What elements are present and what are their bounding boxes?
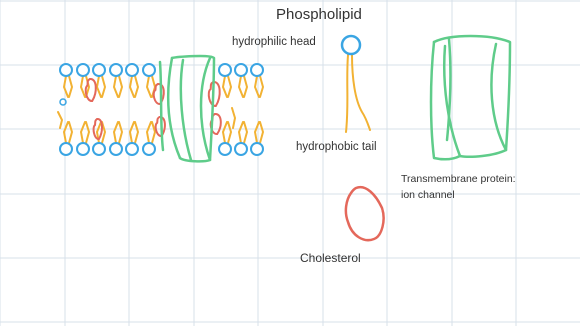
phosphate-head — [219, 64, 231, 76]
fatty-acid-tail — [255, 76, 263, 97]
phosphate-head — [93, 64, 105, 76]
fatty-acid-tail — [81, 122, 89, 143]
phosphate-head — [93, 143, 105, 155]
cholesterol-molecule — [346, 187, 384, 240]
phosphate-head — [219, 143, 231, 155]
phosphate-head — [251, 143, 263, 155]
fatty-acid-tail — [114, 122, 122, 143]
fatty-acid-tail — [223, 122, 231, 143]
fatty-acid-tail — [352, 55, 370, 130]
hydrophobic-tail-label: hydrophobic tail — [296, 141, 377, 153]
ion-channel-protein — [201, 58, 210, 160]
fatty-acid-tail — [130, 122, 138, 143]
fatty-acid-tail — [114, 76, 122, 97]
ion-channel-protein — [181, 60, 191, 160]
phosphate-head — [251, 64, 263, 76]
diagram-title: Phospholipid — [276, 6, 362, 23]
hydrophilic-head-label: hydrophilic head — [232, 36, 316, 48]
phosphate-head — [143, 143, 155, 155]
ion-channel-protein — [491, 44, 506, 150]
ion-channel-protein — [172, 56, 214, 161]
ion-channel-protein — [168, 58, 180, 158]
phosphate-head — [110, 64, 122, 76]
phosphate-head — [110, 143, 122, 155]
phosphate-head — [60, 143, 72, 155]
fatty-acid-tail — [239, 76, 247, 97]
transmembrane-protein-label: Transmembrane protein: — [401, 173, 516, 185]
lipid-bilayer — [58, 56, 263, 161]
phosphate-head — [143, 64, 155, 76]
fatty-acid-tail — [346, 55, 348, 132]
fatty-acid-tail — [97, 76, 105, 97]
phosphate-head — [235, 64, 247, 76]
phosphate-head — [77, 143, 89, 155]
phosphate-head — [126, 143, 138, 155]
fatty-acid-tail — [147, 122, 155, 143]
phospholipid-icon — [342, 36, 370, 132]
phosphate-head — [60, 64, 72, 76]
phosphate-head — [77, 64, 89, 76]
cholesterol-icon — [346, 187, 384, 240]
phosphate-head — [342, 36, 360, 54]
phosphate-head — [235, 143, 247, 155]
fatty-acid-tail — [255, 122, 263, 143]
fatty-acid-tail — [239, 122, 247, 143]
phosphate-head — [126, 64, 138, 76]
fatty-acid-tail — [223, 76, 231, 97]
ion-channel-label: ion channel — [401, 189, 455, 201]
ion-channel-icon — [431, 36, 510, 159]
fatty-acid-tail — [130, 76, 138, 97]
cholesterol-label: Cholesterol — [300, 251, 361, 265]
